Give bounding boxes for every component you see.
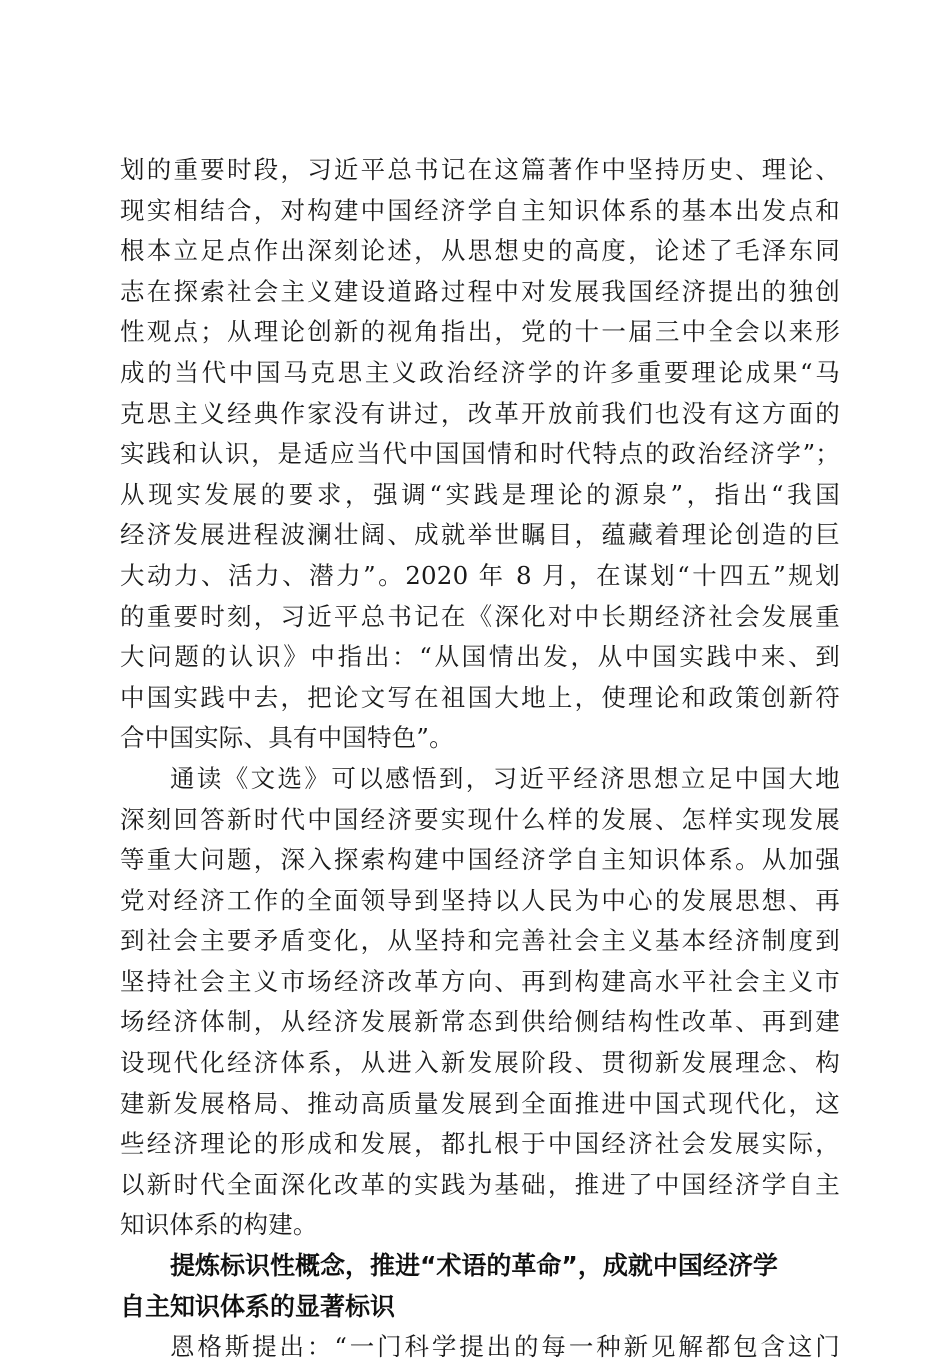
section-heading: [120, 1246, 840, 1327]
text-line: 些经济理论的形成和发展，都扎根于中国经济社会发展实际，: [120, 1129, 840, 1159]
text-line: 到社会主要矛盾变化，从坚持和完善社会主义基本经济制度到: [120, 926, 840, 956]
text-line: 中国实践中去，把论文写在祖国大地上，使理论和政策创新符: [120, 682, 840, 712]
text-line: 大问题的认识》中指出：“从国情出发，从中国实践中来、到: [120, 642, 840, 672]
text-line: 划的重要时段，习近平总书记在这篇著作中坚持历史、理论、: [120, 155, 840, 184]
text-line: 等重大问题，深入探索构建中国经济学自主知识体系。从加强: [120, 845, 840, 875]
text-line: 实践和认识，是适应当代中国国情和时代特点的政治经济学”；: [120, 439, 840, 469]
text-line: 恩格斯提出：“一门科学提出的每一种新见解都包含这门: [170, 1332, 840, 1362]
paragraph-2: [120, 759, 840, 1246]
text-line: 场经济体制，从经济发展新常态到供给侧结构性改革、再到建: [120, 1007, 840, 1037]
text-line: 克思主义经典作家没有讲过，改革开放前我们也没有这方面的: [120, 398, 840, 428]
article-body: [120, 150, 840, 1368]
paragraph-1: [120, 150, 840, 759]
text-line: 以新时代全面深化改革的实践为基础，推进了中国经济学自主: [120, 1169, 840, 1199]
text-line: 合中国实际、具有中国特色”。: [120, 723, 454, 753]
text-line: 设现代化经济体系，从进入新发展阶段、贯彻新发展理念、构: [120, 1048, 840, 1078]
text-line: 知识体系的构建。: [120, 1210, 318, 1240]
text-line: 现实相结合，对构建中国经济学自主知识体系的基本出发点和: [120, 195, 840, 225]
text-line: 坚持社会主义市场经济改革方向、再到构建高水平社会主义市: [120, 966, 840, 996]
text-line: 根本立足点作出深刻论述，从思想史的高度，论述了毛泽东同: [120, 236, 840, 266]
heading-line: 提炼标识性概念，推进“术语的革命”，成就中国经济学: [170, 1251, 778, 1281]
text-line: 深刻回答新时代中国经济要实现什么样的发展、怎样实现发展: [120, 804, 840, 834]
text-line: 志在探索社会主义建设道路过程中对发展我国经济提出的独创: [120, 276, 840, 306]
text-line: 大动力、活力、潜力”。2020 年 8 月，在谋划“十四五”规划: [120, 560, 840, 590]
text-line: 从现实发展的要求，强调“实践是理论的源泉”，指出“我国: [120, 479, 840, 509]
paragraph-3: [120, 1327, 840, 1368]
text-line: 的重要时刻，习近平总书记在《深化对中长期经济社会发展重: [120, 601, 840, 631]
text-line: 党对经济工作的全面领导到坚持以人民为中心的发展思想、再: [120, 885, 840, 915]
heading-line: 自主知识体系的显著标识: [120, 1291, 396, 1321]
text-line: 经济发展进程波澜壮阔、成就举世瞩目，蕴藏着理论创造的巨: [120, 520, 840, 550]
text-line: 通读《文选》可以感悟到，习近平经济思想立足中国大地: [170, 763, 840, 793]
text-line: 性观点；从理论创新的视角指出，党的十一届三中全会以来形: [120, 317, 840, 347]
text-line: 成的当代中国马克思主义政治经济学的许多重要理论成果“马: [120, 357, 840, 387]
text-line: 建新发展格局、推动高质量发展到全面推进中国式现代化，这: [120, 1088, 840, 1118]
